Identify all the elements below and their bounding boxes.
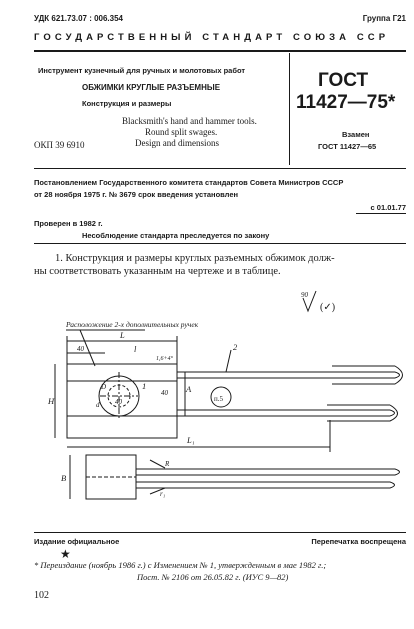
paragraph-1-line-2: ны соответствовать указанным на чертеже и в таблице.	[34, 266, 281, 277]
product-name: ОБЖИМКИ КРУГЛЫЕ РАЗЪЕМНЫЕ	[82, 83, 221, 92]
dim-H: H	[48, 396, 55, 406]
top-block-upper	[67, 364, 177, 381]
dim-A: A	[186, 384, 192, 394]
dim-B: B	[61, 473, 67, 483]
handle-lower-loop	[327, 405, 398, 421]
pos2-leader	[226, 350, 231, 372]
dim-l: l	[134, 344, 137, 354]
instead-value: ГОСТ 11427—65	[318, 142, 377, 151]
top-block-lower	[67, 416, 177, 438]
dim-40-top: 40	[77, 345, 84, 353]
reissue-note-line-2: Пост. № 2106 от 26.05.82 г. (ИУС 9—82)	[137, 572, 289, 582]
position-2: 2	[233, 342, 238, 352]
dim-r1: r₁	[160, 490, 166, 498]
star-mark: ★	[60, 547, 71, 561]
paragraph-1-line-1: 1. Конструкция и размеры круглых разъемных обжимок долж-	[55, 253, 335, 264]
handle-lower	[177, 410, 395, 416]
top-block-main	[67, 381, 177, 416]
product-subtitle: Конструкция и размеры	[82, 99, 172, 108]
dim-4x: 1,6+4°	[156, 356, 173, 362]
instead-label: Взамен	[342, 130, 370, 139]
position-1: 1	[142, 381, 147, 391]
page-number: 102	[34, 590, 49, 601]
english-title-line-2: Round split swages.	[145, 127, 218, 137]
english-title-line-1: Blacksmith's hand and hammer tools.	[122, 116, 257, 126]
okp-code: ОКП 39 6910	[34, 140, 85, 150]
dim-R: R	[165, 460, 170, 468]
reprint-prohibited: Перепечатка воспрещена	[311, 537, 406, 546]
tool-category: Инструмент кузнечный для ручных и молотовых работ	[38, 66, 246, 75]
drawing-note: Расположение 2-х дополнительных ручек	[66, 320, 199, 329]
law-warning: Несоблюдение стандарта преследуется по закону	[82, 231, 270, 240]
official-edition: Издание официальное	[34, 537, 120, 546]
roughness-paren: (✓)	[320, 302, 336, 313]
dim-L: L	[120, 330, 125, 340]
group-code: Группа Г21	[362, 14, 406, 23]
dim-40-center: 40	[115, 398, 122, 406]
handle-upper-loop	[332, 366, 403, 384]
dim-d: d	[96, 401, 100, 409]
dim-40-right: 40	[161, 389, 168, 397]
dim-L1: L₁	[187, 435, 195, 445]
footer-rule	[34, 532, 406, 533]
handle-upper	[177, 372, 400, 378]
decree-line-2: от 28 ноября 1975 г. № 3679 срок введения установлен	[34, 190, 239, 199]
state-standard-title: ГОСУДАРСТВЕННЫЙ СТАНДАРТ СОЮЗА ССР	[34, 32, 390, 43]
roughness-value: 90	[301, 291, 308, 299]
side-radius-lines	[150, 460, 165, 494]
udk-code: УДК 621.73.07 : 006.354	[34, 14, 123, 23]
checked-note: Проверен в 1982 г.	[34, 219, 103, 228]
effective-date: с 01.01.77	[370, 203, 406, 212]
decree-line-1: Постановлением Государственного комитета стандартов Совета Министров СССР	[34, 178, 344, 187]
dim-D: D	[101, 383, 107, 391]
side-handle-upper	[136, 469, 400, 475]
english-title-line-3: Design and dimensions	[135, 138, 219, 148]
reissue-note-line-1: * Переиздание (ноябрь 1986 г.) с Изменением № 1, утвержденным в мае 1982 г.;	[34, 560, 327, 570]
gost-label: ГОСТ	[318, 70, 369, 91]
gost-number: 11427—75*	[296, 92, 396, 113]
side-handle-lower	[136, 482, 395, 488]
callout-label: п.5	[214, 395, 223, 403]
